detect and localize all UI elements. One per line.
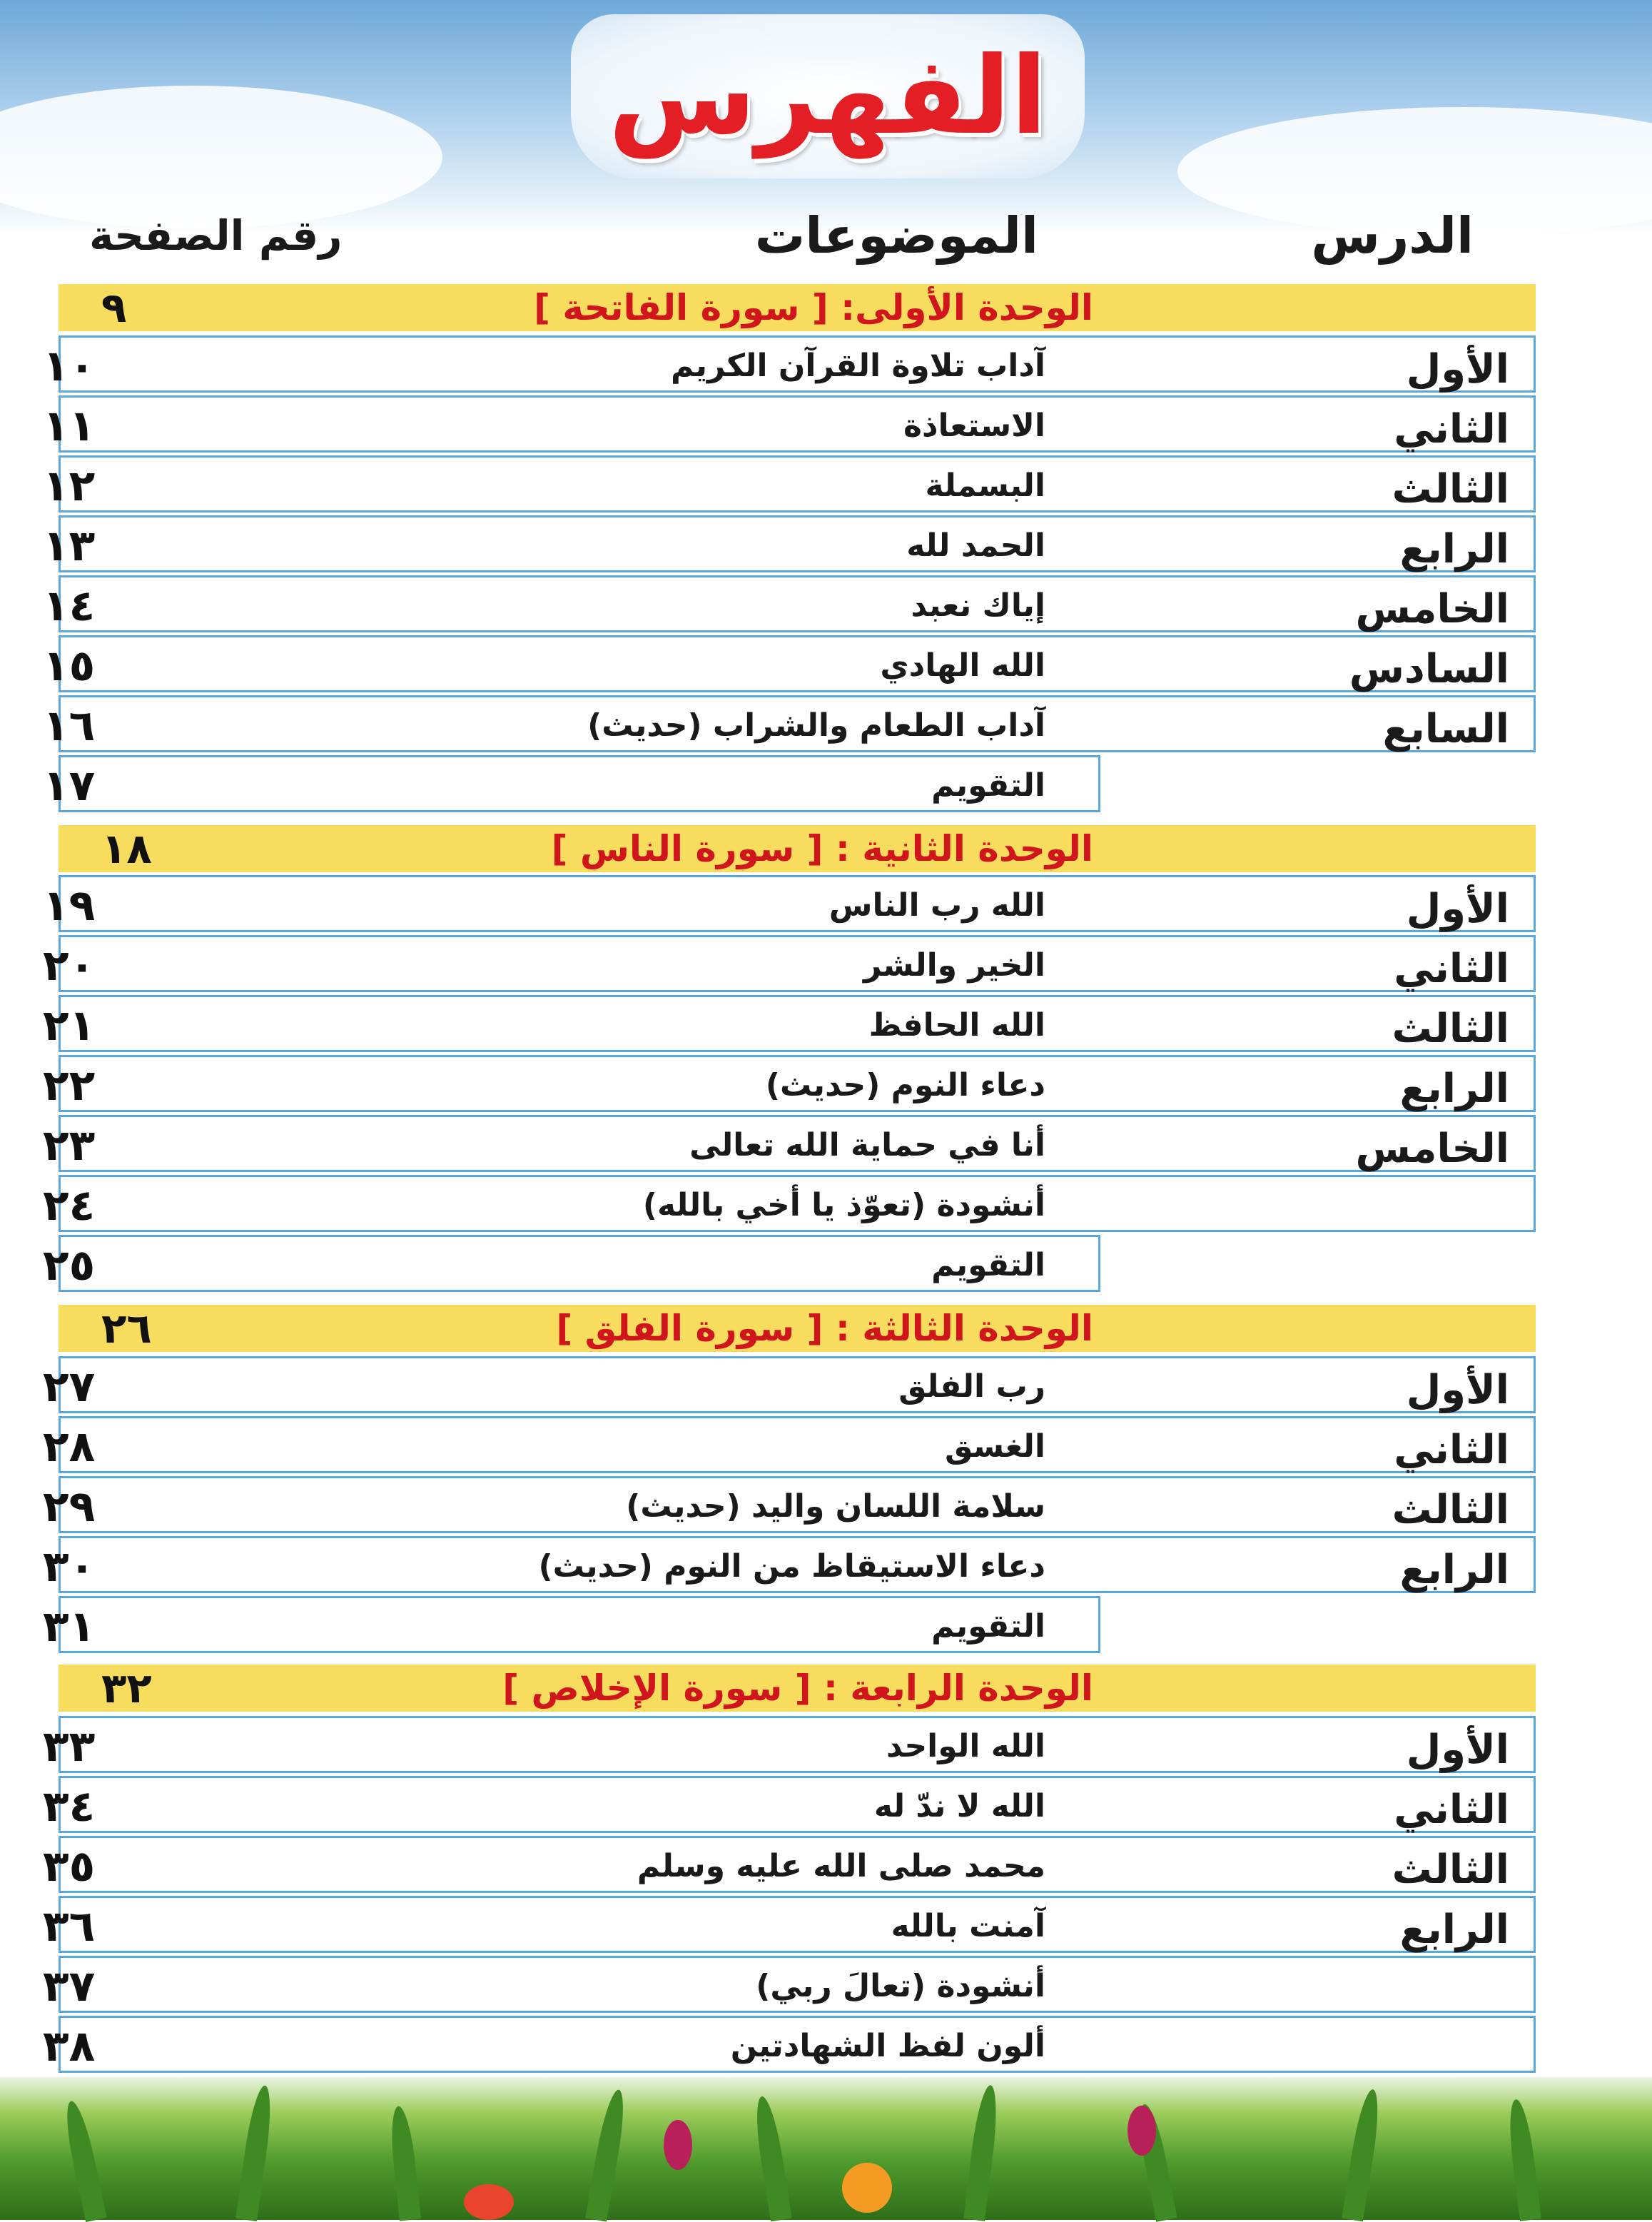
page-number: ٣١	[43, 1602, 96, 1652]
lesson-name: الرابع	[1399, 1907, 1509, 1953]
topic-name: الغسق	[945, 1428, 1045, 1465]
lesson-name: الرابع	[1399, 526, 1509, 572]
lesson-name: الأول	[1406, 886, 1509, 932]
row-box	[59, 1896, 1536, 1953]
topic-name: سلامة اللسان واليد (حديث)	[626, 1488, 1045, 1525]
table-row[interactable]	[0, 2016, 1652, 2076]
page-number: ٢٤	[43, 1181, 96, 1231]
lesson-name: الثالث	[1392, 1006, 1509, 1052]
page-number: ١٥	[43, 641, 96, 691]
topic-name: آداب الطعام والشراب (حديث)	[587, 707, 1045, 744]
lesson-name: الخامس	[1355, 1126, 1509, 1172]
page-number: ٢٩	[43, 1482, 96, 1532]
unit-title: الوحدة الأولى: [ سورة الفاتحة ]	[534, 287, 1093, 328]
page-number: ٢٣	[43, 1121, 96, 1171]
page-number: ٢٢	[43, 1061, 96, 1111]
topic-name: الله الهادي	[880, 647, 1045, 684]
topic-name: الله رب الناس	[828, 887, 1045, 924]
row-box	[59, 635, 1536, 692]
page-number: ١٣	[43, 521, 96, 571]
unit-title: الوحدة الرابعة : [ سورة الإخلاص ]	[502, 1667, 1093, 1709]
grass-blade	[387, 2105, 421, 2221]
page-number: ١٤	[43, 581, 96, 631]
header-lesson: الدرس	[1311, 206, 1474, 265]
page-number: ٣٧	[43, 1961, 96, 2011]
table-row[interactable]	[0, 995, 1652, 1055]
topic-name: دعاء الاستيقاظ من النوم (حديث)	[538, 1548, 1045, 1585]
row-box	[59, 575, 1536, 632]
topic-name: محمد صلى الله عليه وسلم	[637, 1848, 1045, 1884]
row-box	[59, 455, 1536, 512]
page-number: ١٧	[43, 761, 96, 811]
page-number: ١١	[43, 401, 96, 451]
page-number: ٢٥	[43, 1241, 96, 1291]
grass-blade	[1505, 2098, 1541, 2221]
lesson-name: الثالث	[1392, 1847, 1509, 1893]
table-row[interactable]	[0, 1476, 1652, 1536]
lesson-name: الأول	[1406, 1367, 1509, 1413]
lesson-name: الثاني	[1394, 1787, 1509, 1833]
topic-name: التقويم	[931, 1247, 1045, 1283]
lesson-name: الرابع	[1399, 1547, 1509, 1593]
flower-decoration	[464, 2184, 514, 2220]
flower-decoration	[664, 2120, 692, 2170]
row-box	[59, 395, 1536, 453]
lesson-name: الأول	[1406, 346, 1509, 393]
topic-name: الخير والشر	[863, 947, 1045, 984]
table-row[interactable]	[0, 1175, 1652, 1235]
lesson-name: الثاني	[1394, 946, 1509, 992]
table-row[interactable]	[0, 635, 1652, 695]
row-box	[59, 995, 1536, 1052]
page-number: ١٩	[43, 881, 96, 931]
topic-name: أنشودة (تعوّذ يا أخي بالله)	[642, 1187, 1045, 1223]
unit-header	[59, 825, 1536, 872]
page-number: ١٦	[43, 701, 96, 751]
lesson-name: الثاني	[1394, 406, 1509, 453]
unit-page-number: ١٨	[101, 824, 152, 873]
table-row[interactable]	[0, 1956, 1652, 2016]
grass-blade	[585, 2088, 629, 2221]
table-row[interactable]	[0, 1416, 1652, 1476]
flower-decoration	[842, 2163, 892, 2213]
topic-name: الله لا ندّ له	[873, 1788, 1045, 1824]
row-box	[59, 1416, 1536, 1473]
topic-name: الحمد لله	[906, 527, 1045, 564]
unit-page-number: ٢٦	[101, 1304, 152, 1353]
topic-name: الله الحافظ	[868, 1007, 1045, 1044]
page-number: ١٢	[43, 461, 96, 511]
topic-name: إياك نعبد	[911, 587, 1045, 624]
page-number: ٣٥	[43, 1842, 96, 1892]
topic-name: التقويم	[931, 1608, 1045, 1645]
table-row[interactable]	[0, 1356, 1652, 1416]
grass-blade	[963, 2084, 1001, 2221]
table-row[interactable]	[0, 395, 1652, 455]
topic-name: الاستعاذة	[903, 408, 1045, 444]
table-row[interactable]	[0, 1596, 1652, 1656]
page-title: الفهرس	[608, 34, 1048, 158]
lesson-name: السابع	[1382, 706, 1509, 752]
table-row[interactable]	[0, 455, 1652, 515]
row-box	[59, 1356, 1536, 1413]
table-row[interactable]	[0, 1235, 1652, 1295]
table-row[interactable]	[0, 935, 1652, 995]
table-row[interactable]	[0, 1896, 1652, 1956]
row-box	[59, 1716, 1536, 1773]
unit-page-number: ٩	[101, 283, 127, 332]
topic-name: أنا في حماية الله تعالى	[689, 1127, 1045, 1163]
table-row[interactable]	[0, 875, 1652, 935]
table-row[interactable]	[0, 755, 1652, 815]
lesson-name: الأول	[1406, 1727, 1509, 1773]
page-number: ١٠	[43, 341, 96, 391]
page-number: ٣٨	[43, 2021, 96, 2071]
table-row[interactable]	[0, 575, 1652, 635]
grass-blade	[1342, 2088, 1384, 2221]
topic-name: دعاء النوم (حديث)	[765, 1067, 1045, 1104]
unit-title: الوحدة الثانية : [ سورة الناس ]	[551, 828, 1093, 869]
unit-header	[59, 284, 1536, 331]
topic-name: رب الفلق	[898, 1368, 1045, 1405]
lesson-name: الخامس	[1355, 586, 1509, 632]
topic-name: التقويم	[931, 767, 1045, 804]
lesson-name: الثالث	[1392, 466, 1509, 512]
page-number: ٢١	[43, 1001, 96, 1051]
page-number: ٢٠	[43, 941, 96, 991]
topic-name: ألون لفظ الشهادتين	[730, 2028, 1045, 2064]
row-box	[59, 1776, 1536, 1833]
table-row[interactable]	[0, 335, 1652, 395]
table-row[interactable]	[0, 1776, 1652, 1836]
row-box	[59, 935, 1536, 992]
grass-blade	[235, 2084, 275, 2221]
page-number: ٣٠	[43, 1542, 96, 1592]
topic-name: أنشودة (تعالَ ربي)	[756, 1968, 1045, 2004]
lesson-name: الثالث	[1392, 1487, 1509, 1533]
table-row[interactable]	[0, 1536, 1652, 1596]
grass-decoration	[0, 2077, 1652, 2220]
topic-name: آمنت بالله	[891, 1908, 1045, 1944]
page-number: ٣٤	[43, 1782, 96, 1832]
lesson-name: السادس	[1349, 646, 1509, 692]
flower-decoration	[1127, 2106, 1156, 2156]
topic-name: آداب تلاوة القرآن الكريم	[670, 348, 1045, 384]
page-number: ٢٧	[43, 1362, 96, 1412]
page-number: ٣٦	[43, 1902, 96, 1951]
header-page-number: رقم الصفحة	[89, 211, 343, 260]
lesson-name: الرابع	[1399, 1066, 1509, 1112]
row-box	[59, 875, 1536, 932]
unit-header	[59, 1305, 1536, 1352]
topic-name: البسملة	[925, 468, 1045, 504]
table-row[interactable]	[0, 1055, 1652, 1115]
table-row[interactable]	[0, 1115, 1652, 1175]
header-topics: الموضوعات	[754, 206, 1038, 265]
grass-blade	[751, 2095, 792, 2222]
grass-blade	[61, 2099, 107, 2222]
page-number: ٢٨	[43, 1422, 96, 1472]
unit-header	[59, 1665, 1536, 1712]
table-row[interactable]	[0, 1836, 1652, 1896]
row-box	[59, 515, 1536, 572]
page-number: ٣٣	[43, 1722, 96, 1772]
table-row[interactable]	[0, 515, 1652, 575]
table-row[interactable]	[0, 1716, 1652, 1776]
lesson-name: الثاني	[1394, 1427, 1509, 1473]
unit-page-number: ٣٢	[101, 1664, 152, 1712]
unit-title: الوحدة الثالثة : [ سورة الفلق ]	[556, 1308, 1093, 1349]
topic-name: الله الواحد	[886, 1728, 1045, 1764]
table-row[interactable]	[0, 695, 1652, 755]
